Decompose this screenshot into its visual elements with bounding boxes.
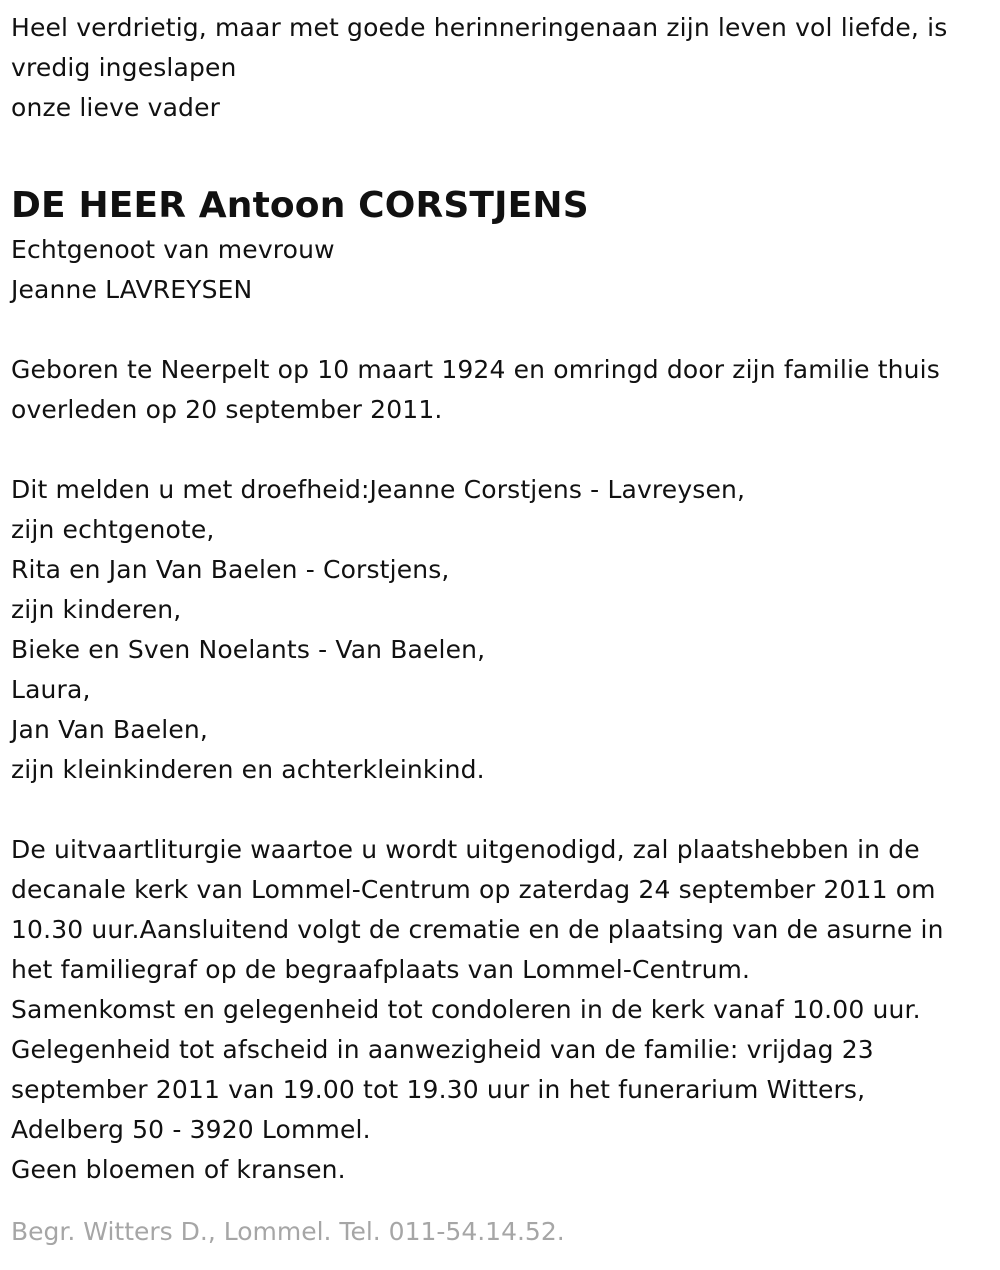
obituary-notice [11, 8, 993, 1190]
intro-section [11, 8, 993, 128]
funeral-line: Geen bloemen of kransen. [11, 1155, 346, 1184]
deceased-name: DE HEER Antoon CORSTJENS [11, 185, 589, 226]
announcers-section [11, 470, 993, 790]
funeral-line: 10.30 uur.Aansluitend volgt de crematie en de plaatsing van de asurne in [11, 915, 944, 944]
spouse-line: Jeanne LAVREYSEN [11, 275, 253, 304]
announcer-line: zijn echtgenote, [11, 515, 215, 544]
announcer-line: zijn kleinkinderen en achterkleinkind. [11, 755, 485, 784]
funeral-line: september 2011 van 19.00 tot 19.30 uur in het funerarium Witters, [11, 1075, 866, 1104]
announcer-line: Rita en Jan Van Baelen - Corstjens, [11, 555, 450, 584]
intro-line: Heel verdrietig, maar met goede herinneringenaan zijn leven vol liefde, is [11, 13, 948, 42]
intro-line: vredig ingeslapen [11, 53, 237, 82]
announcer-line: zijn kinderen, [11, 595, 182, 624]
intro-line: onze lieve vader [11, 93, 221, 122]
spouse-section [11, 230, 993, 310]
birth-death-line: Geboren te Neerpelt op 10 maart 1924 en omringd door zijn familie thuis [11, 355, 940, 384]
funeral-section [11, 830, 993, 1190]
funeral-line: Adelberg 50 - 3920 Lommel. [11, 1115, 371, 1144]
spouse-line: Echtgenoot van mevrouw [11, 235, 335, 264]
announcer-line: Laura, [11, 675, 91, 704]
spacer [11, 790, 993, 830]
undertaker-footer: Begr. Witters D., Lommel. Tel. 011-54.14.52. [11, 1217, 565, 1246]
announcer-line: Jan Van Baelen, [11, 715, 208, 744]
funeral-line: decanale kerk van Lommel-Centrum op zaterdag 24 september 2011 om [11, 875, 936, 904]
funeral-line: het familiegraf op de begraafplaats van Lommel-Centrum. [11, 955, 751, 984]
funeral-line: Samenkomst en gelegenheid tot condoleren in de kerk vanaf 10.00 uur. [11, 995, 921, 1024]
announcer-line: Dit melden u met droefheid:Jeanne Corstjens - Lavreysen, [11, 475, 746, 504]
funeral-line: De uitvaartliturgie waartoe u wordt uitgenodigd, zal plaatshebben in de [11, 835, 920, 864]
announcer-line: Bieke en Sven Noelants - Van Baelen, [11, 635, 486, 664]
birth-death-section [11, 350, 993, 430]
funeral-line: Gelegenheid tot afscheid in aanwezigheid van de familie: vrijdag 23 [11, 1035, 874, 1064]
birth-death-line: overleden op 20 september 2011. [11, 395, 443, 424]
spacer [11, 430, 993, 470]
spacer [11, 310, 993, 350]
